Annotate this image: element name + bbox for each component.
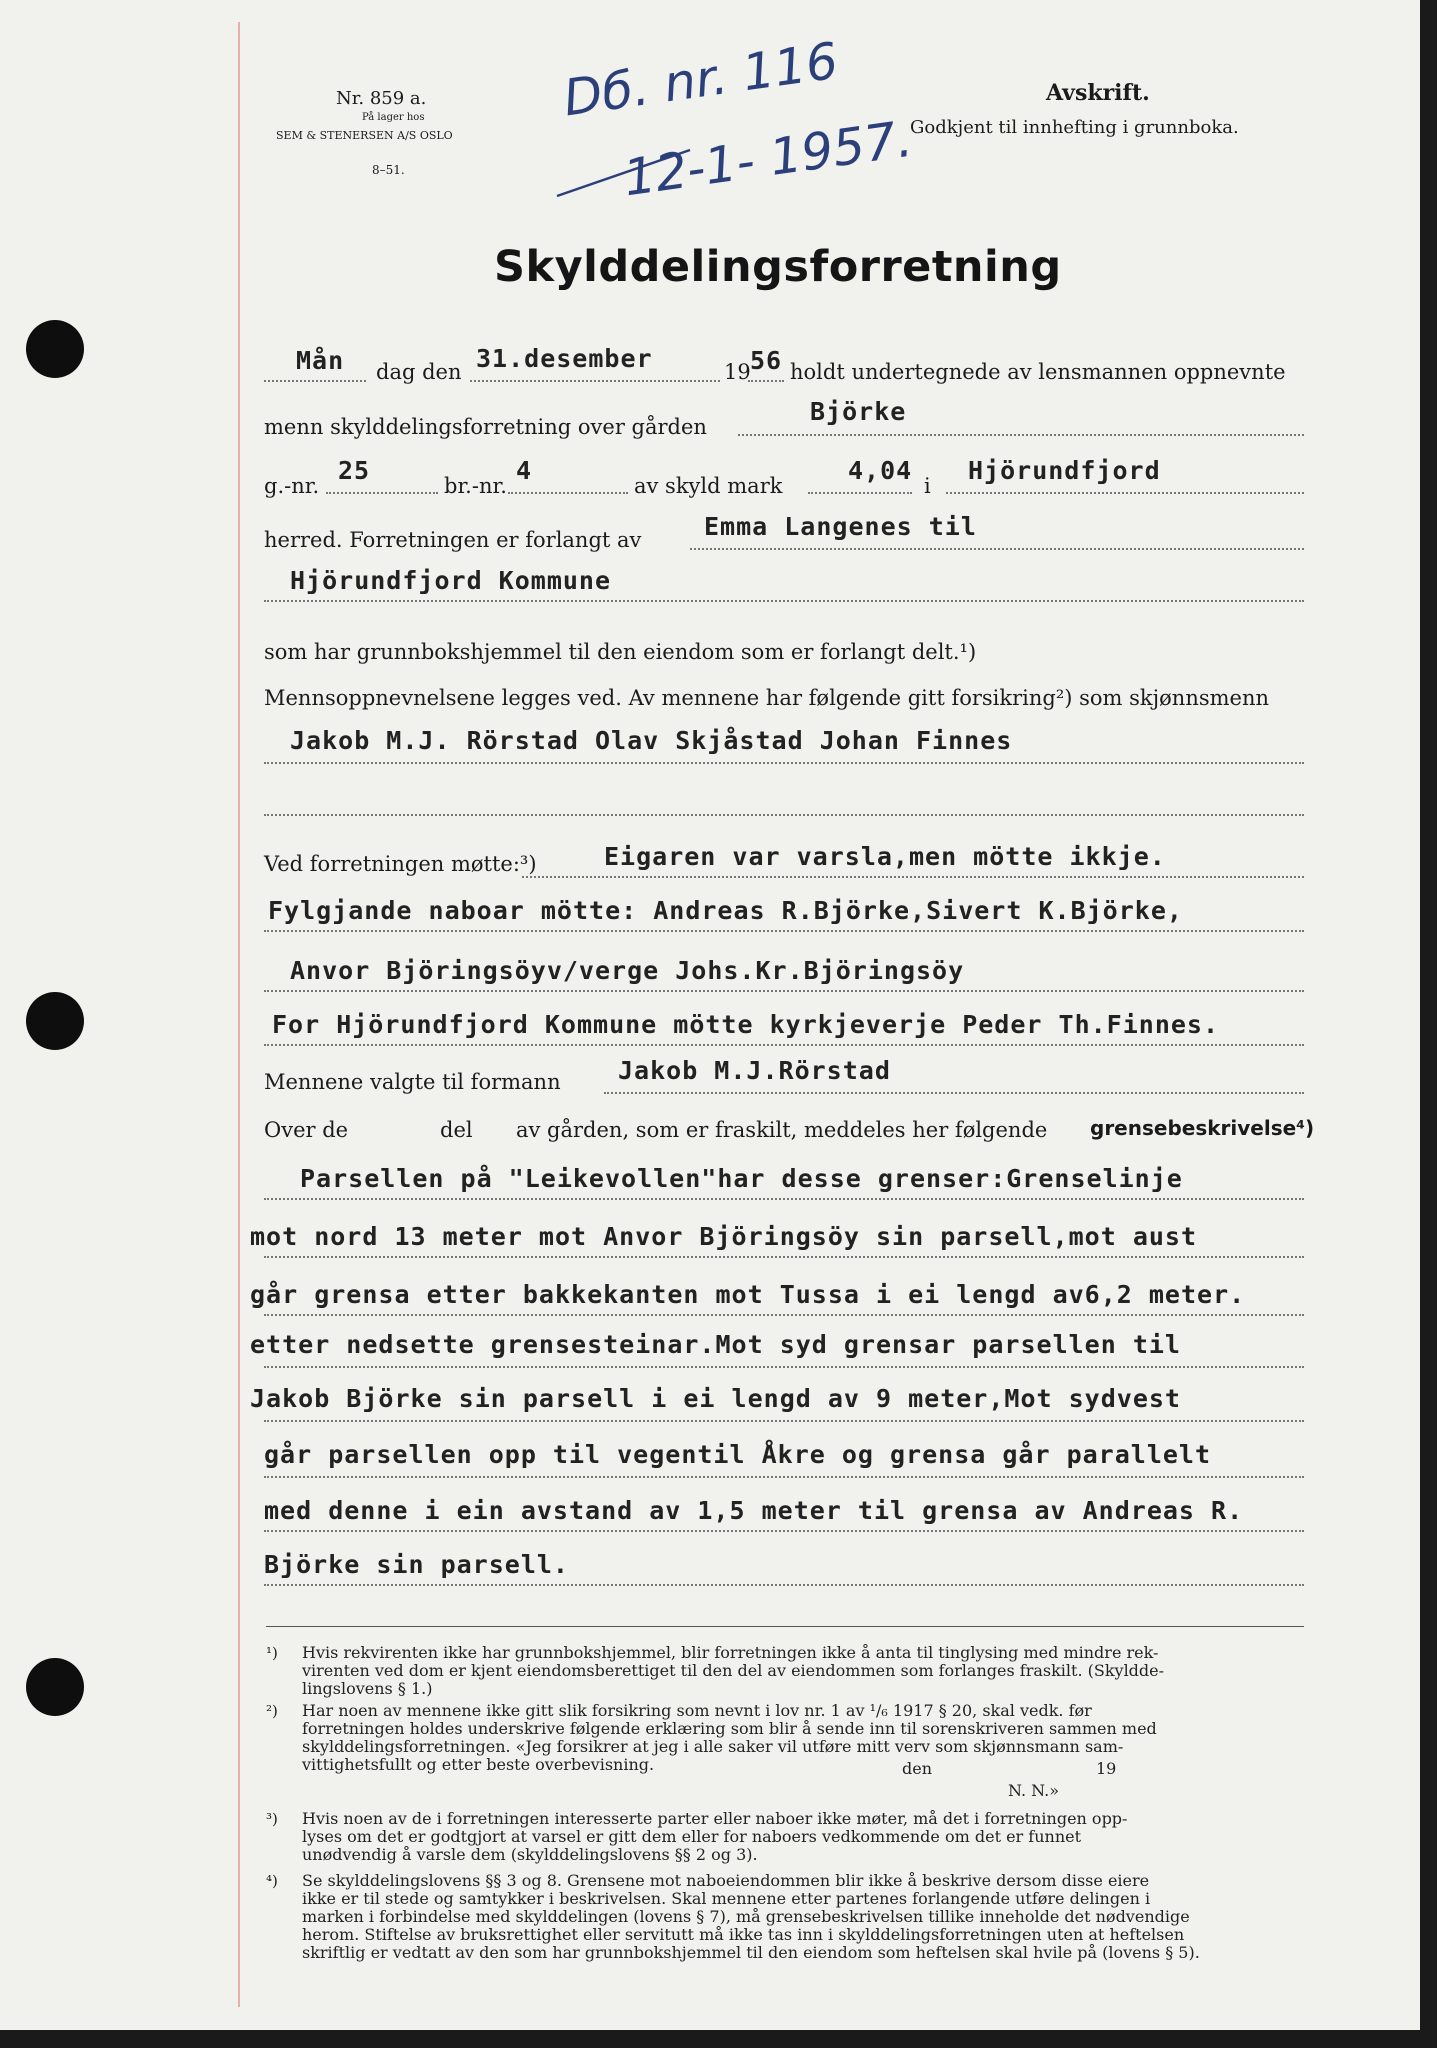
grunnbok-text: som har grunnbokshjemmel til den eiendom som er forlangt delt.¹) xyxy=(264,640,977,664)
blank-line xyxy=(264,990,1304,992)
attendance-line: Fylgjande naboar mötte: Andreas R.Björke,Sivert K.Björke, xyxy=(268,896,1183,925)
page-title: Skylddelingsforretning xyxy=(494,242,1062,292)
av-garden-text: av gården, som er fraskilt, meddeles her følgende xyxy=(516,1118,1048,1142)
blank-line xyxy=(264,1530,1304,1532)
boundary-line: Björke sin parsell. xyxy=(264,1550,569,1579)
boundary-line: etter nedsette grensesteinar.Mot syd grensar parsellen til xyxy=(250,1330,1181,1359)
publisher-name: SEM & STENERSEN A/S OSLO xyxy=(276,129,453,142)
brnr-field: 4 xyxy=(516,456,533,485)
footnote-line: skriftlig er vedtatt av den som har grunnbokshjemmel til den eiendom som heftelsen skal hvile på (lovens § 5). xyxy=(302,1943,1200,1962)
motte-label: Ved forretningen møtte:³) xyxy=(264,852,537,876)
gnr-label: g.-nr. xyxy=(264,474,320,498)
boundary-line: går grensa etter bakkekanten mot Tussa i ei lengd av6,2 meter. xyxy=(250,1280,1246,1309)
requester-field: Emma Langenes til xyxy=(704,512,977,541)
footnote-marker: ³) xyxy=(266,1810,278,1828)
attendance-line: For Hjörundfjord Kommune mötte kyrkjeverje Peder Th.Finnes. xyxy=(272,1010,1220,1039)
day-field: Mån xyxy=(296,346,345,375)
skyld-field: 4,04 xyxy=(848,456,913,485)
boundary-line: med denne i ein avstand av 1,5 meter til grensa av Andreas R. xyxy=(264,1496,1244,1525)
footnote-line: forretningen holdes underskrive følgende erklæring som blir å sende inn til sorenskriveren sammen med xyxy=(302,1719,1157,1738)
footnote-line: virenten ved dom er kjent eiendomsberettiget til den del av eiendommen som forlanges fraskilt. (Skyldde- xyxy=(302,1661,1165,1680)
footnote-line: lingslovens § 1.) xyxy=(302,1679,433,1698)
form-number: Nr. 859 a. xyxy=(336,88,427,109)
blank-line xyxy=(508,492,628,494)
stamp-subtitle: Godkjent til innhefting i grunnboka. xyxy=(910,117,1239,138)
footnote-line: vittighetsfullt og etter beste overbevisning. xyxy=(302,1755,655,1774)
formann-label: Mennene valgte til formann xyxy=(264,1070,561,1094)
blank-line xyxy=(264,1044,1304,1046)
boundary-line: mot nord 13 meter mot Anvor Björingsöy sin parsell,mot aust xyxy=(250,1222,1198,1251)
year-field: 56 xyxy=(750,346,783,375)
blank-line xyxy=(808,492,912,494)
blank-line xyxy=(604,1092,1304,1094)
blank-line xyxy=(748,380,784,382)
footnote-den: den xyxy=(902,1759,933,1778)
blank-line xyxy=(264,600,1304,602)
brnr-label: br.-nr. xyxy=(444,474,507,498)
blank-line xyxy=(264,1198,1304,1200)
formann-field: Jakob M.J.Rörstad xyxy=(618,1056,891,1085)
blank-line xyxy=(264,930,1304,932)
year-prefix: 19 xyxy=(724,360,751,384)
margin-rule xyxy=(238,22,240,2007)
farm-field: Björke xyxy=(810,397,907,426)
stamp-title: Avskrift. xyxy=(1046,80,1150,106)
footnote-marker: ¹) xyxy=(266,1644,278,1662)
footnote-line: marken i forbindelse med skylddelingen (lovens § 7), må grensebeskrivelsen tillike inneholde det nødvendige xyxy=(302,1907,1190,1926)
blank-line xyxy=(264,1584,1304,1586)
assessors-field: Jakob M.J. Rörstad Olav Skjåstad Johan Finnes xyxy=(290,726,1013,755)
handwritten-date: 12-1- 1957. xyxy=(620,109,916,208)
punch-hole xyxy=(26,1658,84,1716)
menn-text: menn skylddelingsforretning over gården xyxy=(264,415,707,439)
blank-line xyxy=(738,434,1304,436)
footnote-year: 19 xyxy=(1096,1759,1117,1778)
punch-hole xyxy=(26,320,84,378)
blank-line xyxy=(690,548,1304,550)
punch-hole xyxy=(26,992,84,1050)
blank-line xyxy=(264,762,1304,764)
holdt-text: holdt undertegnede av lensmannen oppnevnte xyxy=(790,360,1286,384)
requester-line2: Hjörundfjord Kommune xyxy=(290,566,612,595)
mennsopp-text: Mennsoppnevnelsene legges ved. Av mennene har følgende gitt forsikring²) som skjønnsmenn xyxy=(264,686,1270,710)
footnote-line: Se skylddelingslovens §§ 3 og 8. Grensene mot naboeiendommen blir ikke å beskrive dersom disse eiere xyxy=(302,1871,1150,1890)
blank-line xyxy=(264,1476,1304,1478)
blank-line xyxy=(264,1314,1304,1316)
attendance-line: Anvor Björingsöyv/verge Johs.Kr.Björingsöy xyxy=(290,956,965,985)
footnote-line: unødvendig å varsle dem (skylddelingslovens §§ 2 og 3). xyxy=(302,1845,758,1864)
blank-line xyxy=(264,1256,1304,1258)
dag-den-label: dag den xyxy=(376,360,462,384)
footnote-marker: ²) xyxy=(266,1702,278,1720)
del-text: del xyxy=(440,1118,473,1142)
blank-line xyxy=(264,380,366,382)
grense-label: grensebeskrivelse⁴) xyxy=(1090,1116,1315,1140)
skyld-label: av skyld mark xyxy=(634,474,783,498)
herred-field: Hjörundfjord xyxy=(968,456,1161,485)
footnote-line: Hvis noen av de i forretningen interesserte parter eller naboer ikke møter, må det i forretningen opp- xyxy=(302,1809,1128,1828)
footnote-marker: ⁴) xyxy=(266,1872,278,1890)
boundary-line: Parsellen på "Leikevollen"har desse grenser:Grenselinje xyxy=(300,1164,1183,1193)
blank-line xyxy=(522,876,1304,878)
footnote-line: herom. Stiftelse av bruksrettighet eller servitutt må ikke tas inn i skylddelingsforretningen uten at heftelsen xyxy=(302,1925,1185,1944)
footnote-signature: N. N.» xyxy=(1008,1781,1059,1800)
footnote-line: lyses om det er godtgjort at varsel er gitt dem eller for naboers vedkommende om det er funnet xyxy=(302,1827,1082,1846)
blank-line xyxy=(470,380,720,382)
footnote-line: Har noen av mennene ikke gitt slik forsikring som nevnt i lov nr. 1 av ¹/₆ 1917 § 20, skal vedk. før xyxy=(302,1701,1092,1720)
blank-line xyxy=(326,492,438,494)
footnote-line: ikke er til stede og samtykker i beskrivelsen. Skal mennene etter partenes forlangende utføre delingen i xyxy=(302,1889,1151,1908)
boundary-line: Jakob Björke sin parsell i ei lengd av 9 meter,Mot sydvest xyxy=(250,1384,1181,1413)
herred-text: herred. Forretningen er forlangt av xyxy=(264,528,642,552)
footnote-line: skylddelingsforretningen. «Jeg forsikrer at jeg i alle saker vil utføre mitt verv som skjønnsmann sam- xyxy=(302,1737,1124,1756)
date-field: 31.desember xyxy=(476,344,653,373)
publisher-line: På lager hos xyxy=(362,112,425,123)
blank-line xyxy=(264,1366,1304,1368)
handwritten-underline xyxy=(555,120,695,200)
over-de-text: Over de xyxy=(264,1118,349,1142)
print-date: 8–51. xyxy=(372,163,405,177)
blank-line xyxy=(264,1420,1304,1422)
boundary-line: går parsellen opp til vegentil Åkre og grensa går parallelt xyxy=(264,1440,1212,1469)
i-label: i xyxy=(924,474,931,498)
handwritten-reference: Dб. nr. 116 xyxy=(560,31,842,128)
footnote-line: Hvis rekvirenten ikke har grunnbokshjemmel, blir forretningen ikke å anta til tinglysing med mindre rek- xyxy=(302,1643,1159,1662)
attendance-line: Eigaren var varsla,men mötte ikkje. xyxy=(604,842,1166,871)
footnote-divider xyxy=(266,1626,1304,1627)
blank-line xyxy=(946,492,1304,494)
blank-line xyxy=(264,814,1304,816)
gnr-field: 25 xyxy=(338,456,371,485)
